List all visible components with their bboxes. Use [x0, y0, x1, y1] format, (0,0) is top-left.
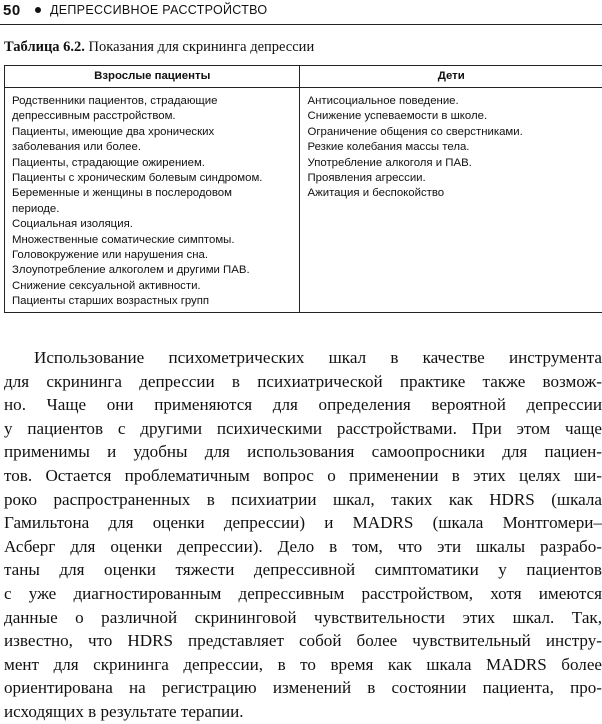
- body-line: известно, что HDRS представляет собой более чувствительный инстру-: [4, 629, 602, 653]
- screening-table: [4, 65, 602, 313]
- body-line: но. Чаще они применяются для определения вероятной депрессии: [4, 393, 602, 417]
- body-line: мент для скрининга депрессии, в то время как шкала MADRS более: [4, 653, 602, 677]
- body-line: с уже диагностированным депрессивным расстройством, хотя имеются: [4, 582, 602, 606]
- children-cell: [300, 88, 602, 313]
- body-line: Асберг для оценки депрессии). Дело в том, что эти шкалы разрабо-: [4, 535, 602, 559]
- body-line: ориентирована на регистрацию изменений в состоянии пациента, про-: [4, 676, 602, 700]
- header-rule: [0, 24, 602, 25]
- header-children: Дети: [300, 66, 602, 88]
- page-number: 50: [3, 2, 21, 19]
- adults-line: депрессивным расстройством.: [12, 109, 295, 124]
- body-paragraph: [4, 346, 602, 724]
- adults-line: Беременные и женщины в послеродовом: [12, 186, 295, 201]
- adults-line: Злоупотребление алкоголем и другими ПАВ.: [12, 263, 295, 278]
- adults-line: Родственники пациентов, страдающие: [12, 94, 295, 109]
- adults-line: Пациенты старших возрастных групп: [12, 294, 295, 309]
- children-line: Антисоциальное поведение.: [307, 94, 598, 109]
- children-line: Резкие колебания массы тела.: [307, 140, 598, 155]
- body-line: тов. Остается проблематичным вопрос о применении в этих целях ши-: [4, 464, 602, 488]
- adults-line: периоде.: [12, 202, 295, 217]
- table-row: [5, 88, 602, 313]
- children-line: Употребление алкоголя и ПАВ.: [307, 156, 598, 171]
- running-title: ДЕПРЕССИВНОЕ РАССТРОЙСТВО: [50, 3, 267, 17]
- table-caption-label: Таблица 6.2.: [4, 39, 85, 55]
- adults-line: Снижение сексуальной активности.: [12, 279, 295, 294]
- body-line: таны для оценки тяжести депрессивной симптоматики у пациентов: [4, 558, 602, 582]
- body-line: роко распространенных в психиатрии шкал, таких как HDRS (шкала: [4, 488, 602, 512]
- table-caption: [4, 39, 314, 56]
- adults-line: Пациенты, страдающие ожирением.: [12, 156, 295, 171]
- adults-line: Пациенты с хроническим болевым синдромом.: [12, 171, 295, 186]
- body-line: у пациентов с другими психическими расстройствами. При этом чаще: [4, 417, 602, 441]
- body-line: для скрининга депрессии в психиатрической практике также возмож-: [4, 370, 602, 394]
- adults-cell: [5, 88, 300, 313]
- body-line: данные о различной скрининговой чувствительности этих шкал. Так,: [4, 606, 602, 630]
- adults-line: заболевания или более.: [12, 140, 295, 155]
- body-line: исходящих в результате терапии.: [4, 700, 602, 724]
- header-adults: Взрослые пациенты: [5, 66, 300, 88]
- children-line: Снижение успеваемости в школе.: [307, 109, 598, 124]
- adults-line: Пациенты, имеющие два хронических: [12, 125, 295, 140]
- body-line: применимы и удобны для использования самоопросники для пациен-: [4, 440, 602, 464]
- adults-line: Головокружение или нарушения сна.: [12, 248, 295, 263]
- adults-line: Социальная изоляция.: [12, 217, 295, 232]
- bullet-dot-icon: [35, 7, 41, 13]
- page-header: [0, 0, 602, 30]
- table-header-row: [5, 66, 602, 88]
- children-line: Ажитация и беспокойство: [307, 186, 598, 201]
- children-line: Проявления агрессии.: [307, 171, 598, 186]
- adults-line: Множественные соматические симптомы.: [12, 233, 295, 248]
- body-line: Гамильтона для оценки депрессии) и MADRS (шкала Монтгомери–: [4, 511, 602, 535]
- body-line: Использование психометрических шкал в качестве инструмента: [4, 346, 602, 370]
- children-line: Ограничение общения со сверстниками.: [307, 125, 598, 140]
- table-caption-text: Показания для скрининга депрессии: [85, 39, 314, 55]
